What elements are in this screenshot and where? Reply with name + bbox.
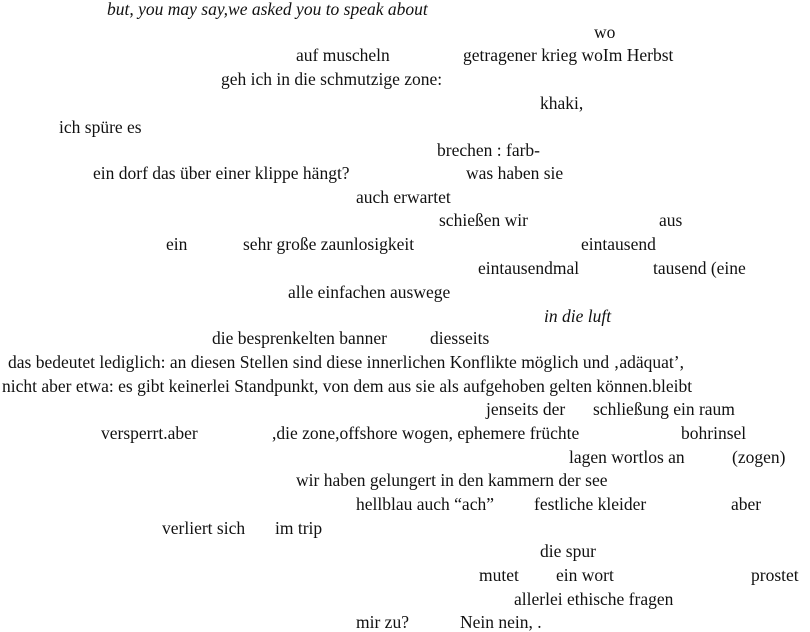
poem-fragment: hellblau auch “ach” [356,494,494,514]
poem-fragment: versperrt.aber [101,423,198,443]
poem-fragment: eintausend [581,234,656,254]
poem-fragment: die spur [540,541,596,561]
poem-fragment: ich spüre es [59,117,142,137]
poem-fragment: allerlei ethische fragen [514,589,674,609]
poem-fragment: auf muscheln [296,45,390,65]
poem-fragment: wir haben gelungert in den kammern der see [296,470,608,490]
poem-fragment: festliche kleider [534,494,647,514]
poem-fragment: schließung ein raum [593,399,735,419]
poem-fragment: tausend (eine [653,258,746,278]
poem-fragment: prostet [751,565,799,585]
poem-fragment: nicht aber etwa: es gibt keinerlei Standpunkt, von dem aus sie als aufgehoben gelten können.bleibt [2,376,693,396]
poem-fragment: ,die zone,offshore wogen, ephemere früchte [272,423,580,443]
poem-fragment: Nein nein, . [460,612,542,632]
poem-fragment: das bedeutet lediglich: an diesen Stellen sind diese innerlichen Konflikte möglich und ‚adäquat’, [8,352,684,372]
poem-fragment: jenseits der [486,399,566,419]
poem-fragment: but, you may say,we asked you to speak about [107,0,428,19]
poem-fragment: schießen wir [439,210,528,230]
poem-fragment: die besprenkelten banner [212,328,387,348]
poem-fragment: auch erwartet [356,187,451,207]
poem-fragment: (zogen) [732,447,786,467]
poem-fragment: ein dorf das über einer klippe hängt? [93,163,350,183]
poem-fragment: bohrinsel [681,423,747,443]
poem-fragment: wo [594,22,616,42]
poem-fragment: alle einfachen auswege [288,282,451,302]
poem-fragment: aus [659,210,683,230]
poem-fragment: mutet [479,565,519,585]
poem-fragment: geh ich in die schmutzige zone: [221,69,443,89]
poem-fragment: sehr große zaunlosigkeit [243,234,415,254]
poem-fragment: in die luft [544,306,612,326]
poem-fragment: diesseits [430,328,490,348]
poem-fragment: im trip [275,518,323,538]
poem-fragment: brechen : farb- [437,140,540,160]
poem-fragment: was haben sie [466,163,564,183]
poem-fragment: ein [166,234,188,254]
poem-fragment: khaki, [540,93,584,113]
poem-fragment: lagen wortlos an [569,447,685,467]
poem-fragment: getragener krieg woIm Herbst [463,45,674,65]
poem-fragment: ein wort [556,565,614,585]
poem-fragment: mir zu? [356,612,409,632]
poem-fragment: verliert sich [162,518,246,538]
poem-fragment: eintausendmal [478,258,580,278]
poem-fragment: aber [731,494,762,514]
